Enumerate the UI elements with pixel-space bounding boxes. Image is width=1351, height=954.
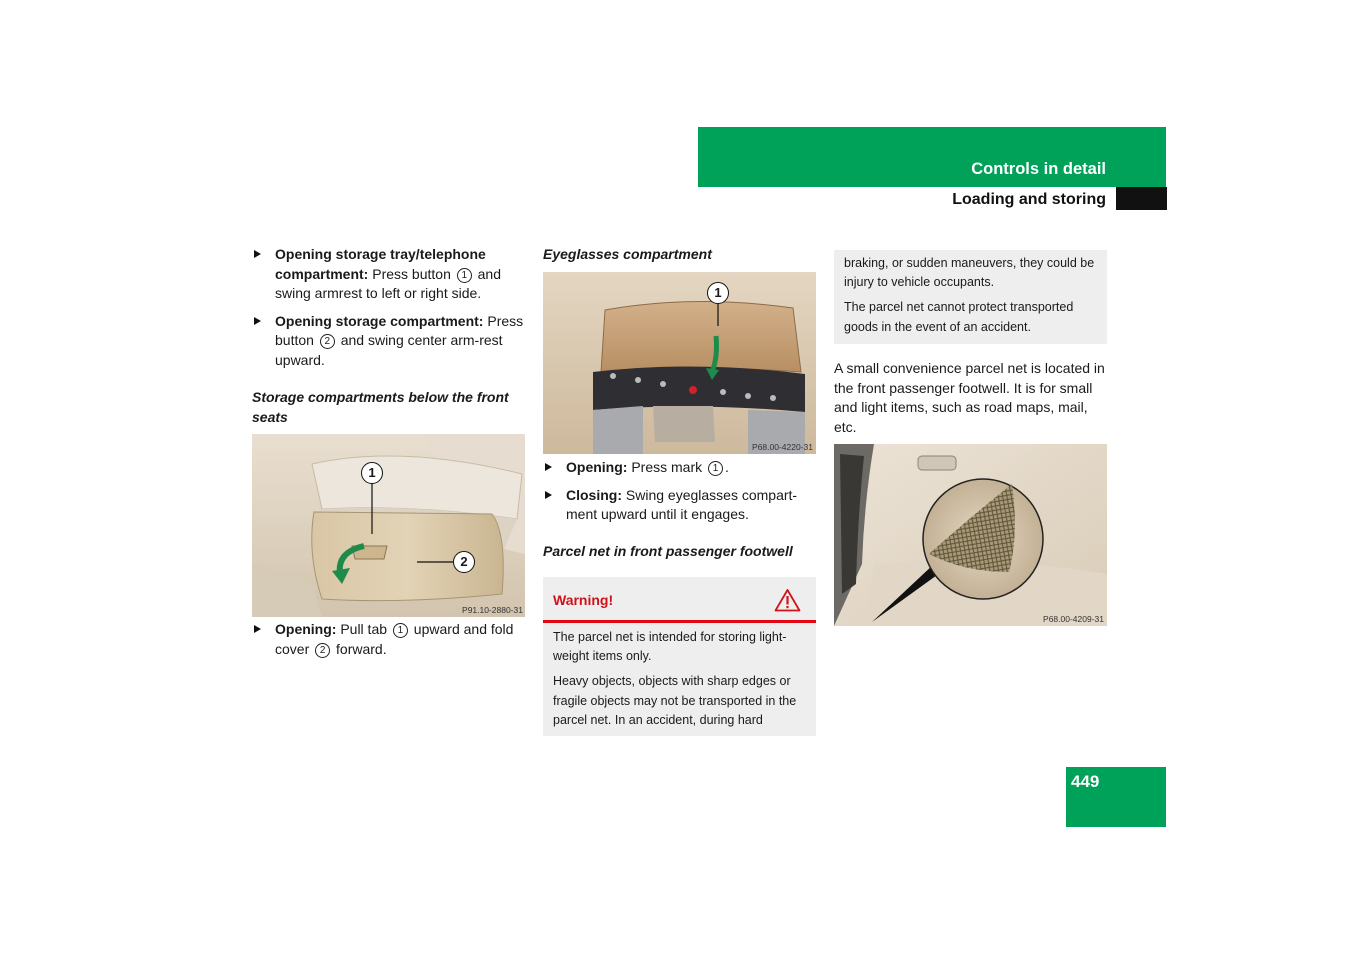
figure-code: P68.00-4209-31 bbox=[1043, 614, 1104, 624]
callout-ref: 2 bbox=[315, 643, 330, 658]
column-1-lower bbox=[252, 620, 527, 667]
bullet-triangle-icon bbox=[254, 625, 261, 633]
eyeglasses-illustration bbox=[543, 272, 816, 454]
section-tab-marker bbox=[1116, 187, 1167, 210]
bullet-triangle-icon bbox=[254, 317, 261, 325]
instruction-open-tray: Opening storage tray/telephone compartment: Press button 1 and swing armrest to left or right side. bbox=[252, 245, 527, 304]
chapter-title: Controls in detail bbox=[971, 160, 1106, 178]
bullet-triangle-icon bbox=[545, 491, 552, 499]
figure-seat-storage bbox=[252, 434, 525, 617]
warning-paragraph: Heavy objects, objects with sharp edges or fragile objects may not be transported in the parcel net. In an accident, during hard bbox=[553, 674, 797, 727]
bullet-triangle-icon bbox=[254, 250, 261, 258]
page-number: 449 bbox=[1071, 772, 1100, 791]
callout-1: 1 bbox=[361, 462, 383, 484]
column-1 bbox=[252, 245, 527, 378]
warning-divider bbox=[543, 620, 816, 623]
instruction-open-compartment: Opening storage compartment: Press button 2 and swing center arm-rest upward. bbox=[252, 312, 527, 371]
callout-ref: 2 bbox=[320, 334, 335, 349]
figure-code: P68.00-4220-31 bbox=[752, 442, 813, 452]
callout-1: 1 bbox=[707, 282, 729, 304]
warning-box bbox=[543, 577, 816, 736]
instruction-open-eyeglasses: Opening: Press mark 1 . bbox=[543, 458, 818, 478]
subheading-parcel-net: Parcel net in front passenger footwell bbox=[543, 543, 793, 559]
warning-paragraph: The parcel net is intended for storing light-weight items only. bbox=[553, 630, 787, 664]
figure-parcel-net bbox=[834, 444, 1107, 626]
callout-ref: 1 bbox=[393, 623, 408, 638]
callout-ref: 1 bbox=[457, 268, 472, 283]
figure-code: P91.10-2880-31 bbox=[462, 605, 523, 615]
figure-eyeglasses bbox=[543, 272, 816, 454]
warning-continuation-text bbox=[844, 254, 1100, 343]
callout-ref: 1 bbox=[708, 461, 723, 476]
callout-2: 2 bbox=[453, 551, 475, 573]
warning-triangle-icon bbox=[774, 588, 801, 612]
subheading-storage-below-seats: Storage compartments below the front seats bbox=[252, 389, 509, 425]
column-2-instructions bbox=[543, 458, 818, 533]
instruction-open-cover: Opening: Pull tab 1 upward and fold cover 2 forward. bbox=[252, 620, 527, 659]
instruction-close-eyeglasses: Closing: Swing eyeglasses compart-ment upward until it engages. bbox=[543, 486, 818, 525]
subheading-eyeglasses: Eyeglasses compartment bbox=[543, 246, 712, 262]
bullet-triangle-icon bbox=[545, 463, 552, 471]
parcel-net-paragraph: A small convenience parcel net is located in the front passenger footwell. It is for small and light items, such as road maps, mail, etc. bbox=[834, 360, 1105, 435]
warning-text bbox=[553, 628, 809, 736]
parcel-net-illustration bbox=[834, 444, 1107, 626]
warning-paragraph: braking, or sudden maneuvers, they could be injury to vehicle occupants. bbox=[844, 256, 1095, 290]
warning-title: Warning! bbox=[553, 592, 614, 608]
section-title: Loading and storing bbox=[952, 191, 1106, 208]
warning-continuation-box bbox=[834, 250, 1107, 344]
warning-paragraph: The parcel net cannot protect transported goods in the event of an accident. bbox=[844, 300, 1074, 334]
seat-storage-illustration bbox=[252, 434, 525, 617]
